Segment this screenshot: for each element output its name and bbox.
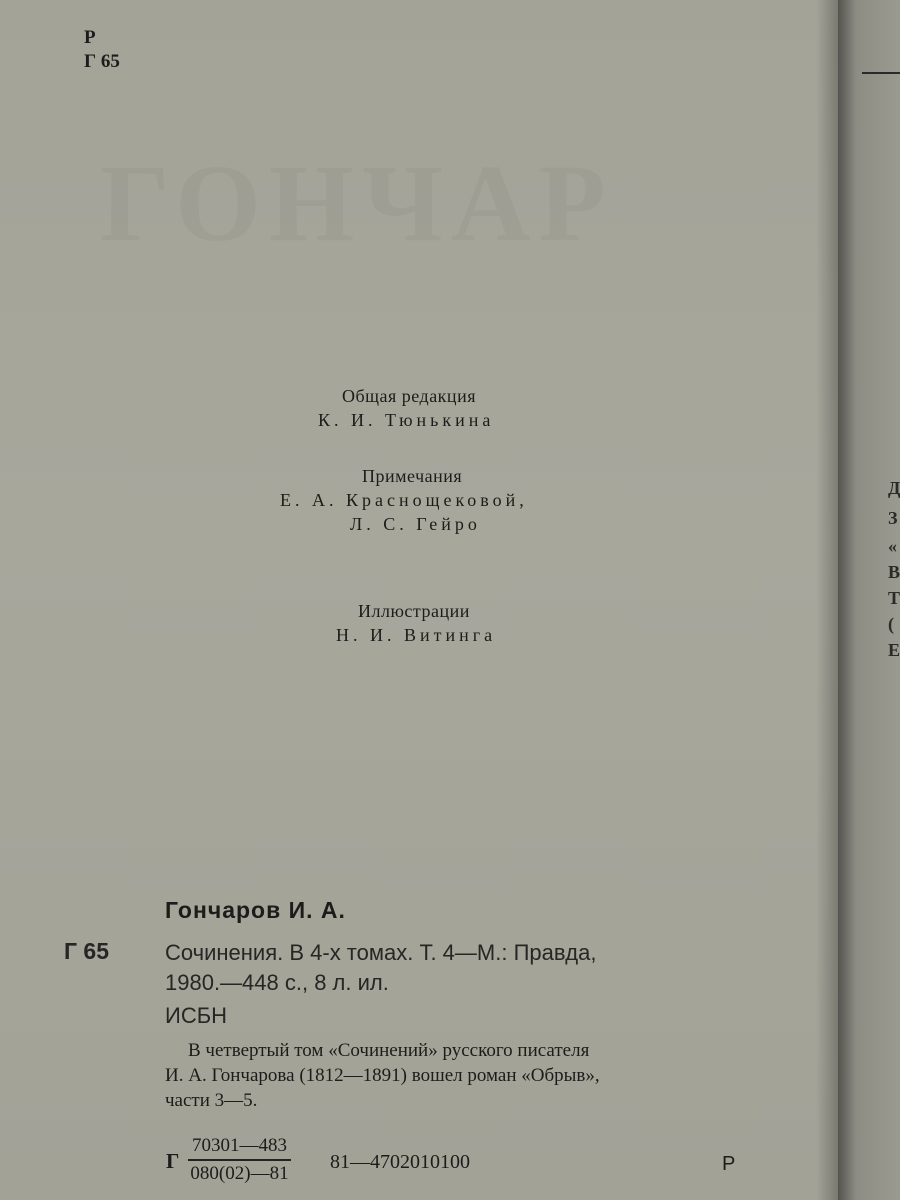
- show-through-text: [100, 140, 614, 267]
- notes-name-1: Е. А. Краснощековой,: [280, 490, 528, 510]
- bibliography-line-2: 1980.—448 с., 8 л. ил.: [165, 970, 389, 995]
- bibliography-line-1: Сочинения. В 4-х томах. Т. 4—М.: Правда,: [165, 940, 597, 965]
- adjacent-page-rule: [862, 72, 900, 74]
- corner-mark: [84, 26, 120, 74]
- adjacent-page-edge: [838, 0, 900, 1200]
- catalog-code: 81—4702010100: [330, 1151, 470, 1173]
- bibliographic-code: Г 65: [64, 938, 110, 964]
- notes-name-2: Л. С. Гейро: [350, 514, 481, 534]
- catalog-prefix: Г: [166, 1149, 180, 1173]
- author-heading: Гончаров И. А.: [165, 897, 346, 923]
- catalog-fraction: [188, 1135, 291, 1185]
- corner-mark-line-1: Р: [84, 27, 96, 48]
- illustrations-name: Н. И. Витинга: [336, 625, 497, 645]
- catalog-numerator: 70301—483: [188, 1135, 291, 1161]
- annotation-line-3: части 3—5.: [165, 1090, 258, 1111]
- catalog-denominator: 080(02)—81: [190, 1163, 289, 1184]
- adjacent-page-char: «: [888, 536, 897, 556]
- annotation-line-2: И. А. Гончарова (1812—1891) вошел роман «Обрыв»,: [165, 1065, 600, 1086]
- illustrations-label: Иллюстрации: [358, 601, 470, 621]
- adjacent-page-char: Д: [888, 478, 900, 498]
- corner-mark-line-2: Г 65: [84, 51, 120, 72]
- annotation-line-1: В четвертый том «Сочинений» русского писателя: [188, 1040, 590, 1061]
- adjacent-page-char: Е: [888, 640, 900, 660]
- adjacent-page-char: (: [888, 614, 894, 634]
- catalog-mark: Р: [722, 1153, 736, 1175]
- isbn-label: ИСБН: [165, 1003, 228, 1028]
- adjacent-page-char: В: [888, 562, 900, 582]
- notes-label: Примечания: [362, 466, 463, 486]
- adjacent-page-char: Т: [888, 588, 900, 608]
- editor-name: К. И. Тюнькина: [318, 410, 495, 430]
- adjacent-page-char: З: [888, 508, 898, 528]
- editor-label: Общая редакция: [342, 386, 476, 406]
